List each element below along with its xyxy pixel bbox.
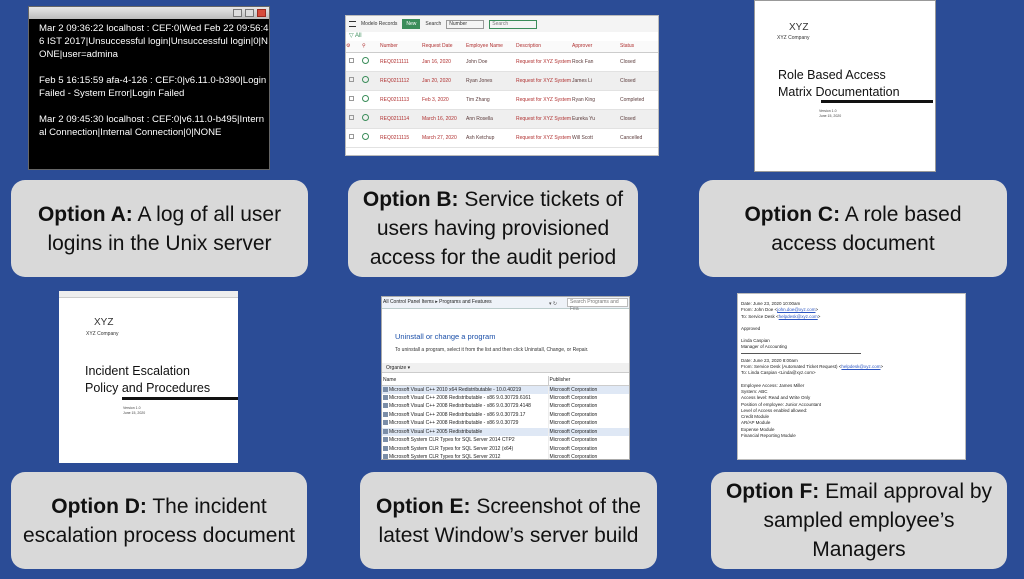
organize-button[interactable]: Organize ▾: [382, 363, 629, 373]
table-row[interactable]: [382, 394, 629, 403]
program-publisher: Microsoft Corporation: [548, 453, 629, 460]
version-date: June 15, 2020: [819, 114, 842, 118]
program-icon: [383, 454, 388, 459]
row-checkbox[interactable]: [349, 134, 354, 139]
log-line: Feb 5 16:15:59 afa-4-126 : CEF:0|v6.11.0-b390|Login Failed - System Error|Login Failed: [39, 75, 267, 99]
signer-title: Manager of Accounting: [741, 344, 788, 350]
program-publisher: Microsoft Corporation: [548, 436, 629, 445]
table-row[interactable]: [382, 419, 629, 428]
table-row[interactable]: [382, 436, 629, 445]
table-row[interactable]: [346, 128, 659, 147]
filter-bar: [346, 32, 658, 41]
new-button[interactable]: New: [402, 19, 420, 29]
option-f-card[interactable]: [711, 472, 1007, 569]
cell-description: Request for XYZ System: [516, 109, 572, 128]
cell-number[interactable]: REQ0211112: [380, 71, 422, 90]
maximize-icon[interactable]: [245, 9, 254, 17]
breadcrumb[interactable]: All Control Panel Items ▸ Programs and Features: [383, 299, 492, 305]
cell-number[interactable]: REQ0211114: [380, 109, 422, 128]
cell-status: Closed: [620, 71, 659, 90]
option-b-label: [358, 185, 628, 272]
detail-line: Position of employee: Junior Accountant: [741, 401, 822, 407]
terminal-titlebar: [29, 7, 269, 19]
program-name: Microsoft Visual C++ 2010 x64 Redistributable - 10.0.40219: [389, 386, 522, 393]
cell-description: Request for XYZ System: [516, 128, 572, 147]
document-title: [778, 67, 900, 101]
info-icon[interactable]: [362, 57, 369, 64]
option-e-body: Screenshot of the latest Window’s server build: [378, 494, 641, 547]
cell-approver: Will Scott: [572, 128, 620, 147]
records-table: [346, 41, 659, 148]
detail-line: Expense Module: [741, 426, 775, 432]
filter-icon[interactable]: ▽: [349, 33, 354, 39]
table-row[interactable]: [346, 71, 659, 90]
cell-date: Jan 20, 2020: [422, 71, 466, 90]
search-field-select[interactable]: Number: [446, 20, 484, 29]
program-publisher: Microsoft Corporation: [548, 428, 629, 437]
program-publisher: Microsoft Corporation: [548, 394, 629, 403]
option-c-label: [709, 200, 997, 258]
email-to-text: To: Service Desk <: [741, 313, 779, 319]
title-line: Incident Escalation: [85, 364, 190, 378]
option-e-head: Option E:: [376, 494, 471, 518]
instructions-text: To uninstall a program, select it from the list and then click Uninstall, Change, or Repair.: [395, 347, 589, 353]
program-publisher: Microsoft Corporation: [548, 411, 629, 420]
title-rule: [821, 100, 933, 103]
detail-line: Level of Access enabled allowed:: [741, 407, 808, 413]
table-row[interactable]: [382, 385, 629, 394]
email-to: To: Linda Caspian <Linda@xyz.com>: [741, 370, 816, 376]
settings-icon[interactable]: ⚙: [346, 41, 362, 52]
option-d-card[interactable]: [11, 472, 307, 569]
email-from-end: >: [880, 364, 884, 370]
table-header: [346, 41, 659, 52]
cell-employee: Ann Rosella: [466, 109, 516, 128]
table-header: [382, 376, 629, 385]
program-name: Microsoft System CLR Types for SQL Server 2014 CTP2: [389, 437, 515, 444]
cell-approver: Eureka Yu: [572, 109, 620, 128]
version-text: Version 1.0: [819, 109, 837, 113]
cell-employee: John Doe: [466, 52, 516, 71]
column-header[interactable]: Status: [620, 41, 659, 52]
option-b-head: Option B:: [362, 188, 459, 211]
email-link[interactable]: helpdesk@xyz.com: [841, 364, 881, 370]
email-from-text: From: John Doe <: [741, 307, 778, 313]
table-row[interactable]: [346, 90, 659, 109]
cell-number[interactable]: REQ0211113: [380, 90, 422, 109]
option-c-body: A role based access document: [771, 202, 962, 255]
option-b-thumbnail: [345, 15, 659, 156]
program-name: Microsoft System CLR Types for SQL Server 2012: [389, 454, 501, 460]
title-line: Role Based Access: [778, 68, 886, 82]
program-publisher: Microsoft Corporation: [548, 402, 629, 411]
table-row[interactable]: [382, 445, 629, 454]
program-icon: [383, 429, 388, 434]
column-header[interactable]: Description: [516, 41, 572, 52]
search-input[interactable]: Search Programs and Fea: [567, 298, 628, 307]
row-checkbox[interactable]: [349, 58, 354, 63]
option-e-card[interactable]: [360, 472, 657, 569]
program-name: Microsoft Visual C++ 2008 Redistributable - x86 9.0.30729.6161: [389, 394, 531, 401]
detail-line: Financial Reporting Module: [741, 433, 796, 439]
title-line: Matrix Documentation: [778, 85, 900, 99]
program-icon: [383, 437, 388, 442]
cell-number[interactable]: REQ0211115: [380, 128, 422, 147]
email-from-end: >: [815, 307, 819, 313]
records-title: Modelo Records: [361, 21, 398, 27]
company-name: XYZ: [789, 22, 809, 33]
table-row[interactable]: [382, 428, 629, 437]
option-d-body: The incident escalation process document: [23, 494, 295, 547]
program-name: Microsoft Visual C++ 2008 Redistributable - x86 9.0.30729.4148: [389, 403, 531, 410]
option-c-card[interactable]: [699, 180, 1007, 277]
search-label: Search: [425, 21, 442, 27]
programs-table: [382, 376, 629, 460]
option-b-card[interactable]: [348, 180, 638, 277]
search-icon[interactable]: ⚲: [362, 41, 380, 52]
version-text: Version 1.0: [123, 406, 141, 410]
column-header[interactable]: Employee Name: [466, 41, 516, 52]
cell-employee: Ash Ketchup: [466, 128, 516, 147]
cell-approver: James Li: [572, 71, 620, 90]
table-row[interactable]: [346, 109, 659, 128]
detail-line: System: ABC: [741, 388, 768, 394]
table-row[interactable]: [382, 402, 629, 411]
version-date: June 15, 2020: [123, 411, 146, 415]
filter-text[interactable]: All: [354, 33, 362, 39]
detail-line: Credit Module: [741, 414, 770, 420]
option-a-thumbnail: [28, 6, 270, 170]
column-header[interactable]: Number: [380, 41, 422, 52]
info-icon[interactable]: [362, 114, 369, 121]
program-name: Microsoft Visual C++ 2008 Redistributable - x86 9.0.30729: [389, 420, 519, 427]
column-header-name[interactable]: Name: [382, 376, 548, 385]
option-a-body: A log of all user logins in the Unix server: [47, 202, 282, 255]
option-f-head: Option F:: [725, 480, 820, 503]
program-icon: [383, 395, 388, 400]
email-to-end: >: [817, 313, 821, 319]
ruler: [59, 291, 238, 298]
option-d-label: [21, 492, 297, 550]
detail-line: Access level: Read and Write Only: [741, 395, 811, 401]
program-publisher: Microsoft Corporation: [548, 445, 629, 454]
option-c-head: Option C:: [744, 202, 841, 226]
column-header[interactable]: Request Date: [422, 41, 466, 52]
detail-line: AR/AP Module: [741, 420, 771, 426]
cell-status: Completed: [620, 90, 659, 109]
cell-description: Request for XYZ System: [516, 90, 572, 109]
option-e-thumbnail: [381, 296, 630, 460]
program-icon: [383, 420, 388, 425]
cell-date: Jan 16, 2020: [422, 52, 466, 71]
program-icon: [383, 412, 388, 417]
info-icon[interactable]: [362, 95, 369, 102]
cell-employee: Ryan Jones: [466, 71, 516, 90]
email-date: Date: June 23, 2020 10:00am: [741, 301, 801, 306]
option-c-thumbnail: [754, 0, 936, 172]
email-date: Date: June 23, 2020 8:00am: [741, 357, 798, 363]
cell-approver: Rock Fan: [572, 52, 620, 71]
cell-approver: Ryan King: [572, 90, 620, 109]
refresh-icon[interactable]: ▾ ↻: [549, 301, 558, 307]
program-icon: [383, 387, 388, 392]
program-publisher: Microsoft Corporation: [548, 385, 629, 394]
company-subtitle: XYZ Company: [777, 35, 810, 41]
cell-date: Feb 3, 2020: [422, 90, 466, 109]
option-f-body: Email approval by sampled employee’s Managers: [763, 480, 993, 561]
option-a-label: [21, 200, 298, 258]
approval-text: Approved: [741, 325, 761, 331]
cell-status: Closed: [620, 109, 659, 128]
option-e-label: [370, 492, 647, 550]
option-b-body: Service tickets of users having provisioned access for the audit period: [369, 188, 624, 269]
version-block: [123, 406, 145, 416]
option-f-thumbnail: [737, 293, 966, 460]
program-name: Microsoft System CLR Types for SQL Server 2012 (x64): [389, 445, 514, 452]
company-name: XYZ: [94, 317, 114, 328]
log-line: Mar 2 09:45:30 localhost : CEF:0|v6.11.0-b495|Internal Connection|Internal Connection|0|NONE: [39, 114, 265, 138]
log-line: Mar 2 09:36:22 localhost : CEF:0|Wed Feb 22 09:56:46 IST 2017|Unsuccessful login|Unsuccessful login|0|NONE|user=admina: [39, 23, 269, 60]
email-link[interactable]: helpdesk@xyz.com: [778, 313, 818, 319]
row-checkbox[interactable]: [349, 77, 354, 82]
option-f-label: [721, 477, 997, 564]
program-name: Microsoft Visual C++ 2005 Redistributable: [389, 428, 483, 435]
divider: [741, 353, 861, 354]
close-icon[interactable]: [257, 9, 266, 17]
cell-description: Request for XYZ System: [516, 71, 572, 90]
menu-icon[interactable]: [349, 21, 356, 27]
cell-status: Cancelled: [620, 128, 659, 147]
cell-number[interactable]: REQ0211111: [380, 52, 422, 71]
table-row[interactable]: [346, 52, 659, 71]
column-header-publisher[interactable]: Publisher: [548, 376, 629, 385]
table-row[interactable]: [382, 453, 629, 460]
cell-description: Request for XYZ System: [516, 52, 572, 71]
program-publisher: Microsoft Corporation: [548, 419, 629, 428]
info-icon[interactable]: [362, 133, 369, 140]
search-input[interactable]: Search: [489, 20, 537, 29]
program-icon: [383, 446, 388, 451]
table-row[interactable]: [382, 411, 629, 420]
detail-line: Employee Access: James Miller: [741, 382, 805, 388]
program-icon: [383, 403, 388, 408]
info-icon[interactable]: [362, 76, 369, 83]
cell-date: March 27, 2020: [422, 128, 466, 147]
title-rule: [122, 397, 238, 400]
cell-employee: Tim Zhang: [466, 90, 516, 109]
address-bar[interactable]: [382, 297, 629, 312]
email-link[interactable]: john.doe@xyz.com: [777, 307, 816, 313]
option-d-thumbnail: [59, 291, 238, 463]
signer-name: Linda Caspian: [741, 338, 770, 344]
program-name: Microsoft Visual C++ 2008 Redistributable - x86 9.0.30729.17: [389, 411, 526, 418]
page-heading: Uninstall or change a program: [395, 332, 496, 341]
option-d-head: Option D:: [51, 494, 147, 518]
cell-status: Closed: [620, 52, 659, 71]
row-checkbox[interactable]: [349, 115, 354, 120]
cell-date: March 16, 2020: [422, 109, 466, 128]
title-line: Policy and Procedures: [85, 381, 211, 395]
company-subtitle: XYZ Company: [86, 331, 119, 337]
document-title: [85, 363, 210, 397]
option-a-card[interactable]: [11, 180, 308, 277]
email-from-text: From: Service Desk (Automated Ticket Request) <: [741, 364, 842, 370]
minimize-icon[interactable]: [233, 9, 242, 17]
version-block: [819, 109, 841, 119]
log-output: [29, 19, 269, 139]
option-a-head: Option A:: [37, 202, 133, 226]
row-checkbox[interactable]: [349, 96, 354, 101]
column-header[interactable]: Approver: [572, 41, 620, 52]
records-header: [346, 16, 658, 32]
